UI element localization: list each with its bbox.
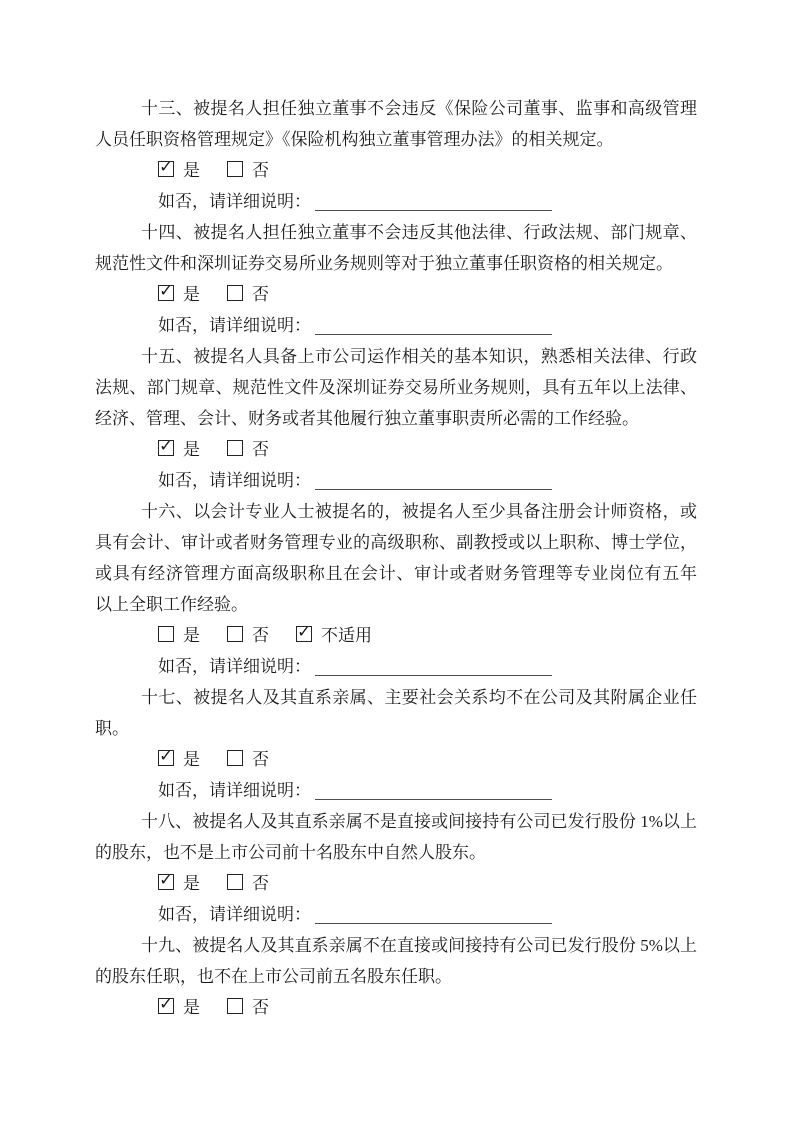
item-text-line: 的股东，也不是上市公司前十名股东中自然人股东。 xyxy=(95,843,486,862)
option-label: 否 xyxy=(252,285,269,304)
checkbox-checked[interactable] xyxy=(158,157,174,177)
option-label: 是 xyxy=(183,285,200,304)
explain-row xyxy=(95,775,697,806)
option xyxy=(227,744,269,775)
option-label: 否 xyxy=(252,750,269,769)
check-icon: ✓ xyxy=(297,622,311,641)
item-text-line: 经济、管理、会计、财务或者其他履行独立董事职责所必需的工作经验。 xyxy=(95,409,639,428)
explain-label: 如否，请详细说明： xyxy=(158,192,311,211)
item-text xyxy=(95,217,697,279)
explain-label: 如否，请详细说明： xyxy=(158,657,311,676)
explain-label: 如否，请详细说明： xyxy=(158,316,311,335)
option-label: 是 xyxy=(183,998,200,1017)
questionnaire-item xyxy=(95,682,697,806)
questionnaire-item xyxy=(95,806,697,930)
check-icon: ✓ xyxy=(159,157,173,176)
item-text xyxy=(95,682,697,744)
item-text-line: 十五、被提名人具备上市公司运作相关的基本知识，熟悉相关法律、行政 xyxy=(141,347,697,366)
item-text-line: 十七、被提名人及其直系亲属、主要社会关系均不在公司及其附属企业任 xyxy=(141,688,697,707)
checkbox-unchecked[interactable] xyxy=(227,285,243,301)
item-text-line: 职。 xyxy=(95,719,129,738)
option-label: 是 xyxy=(183,874,200,893)
checkbox-checked[interactable] xyxy=(158,281,174,301)
option xyxy=(158,155,200,186)
item-text-line: 以上全职工作经验。 xyxy=(95,595,248,614)
item-text xyxy=(95,806,697,868)
option-label: 否 xyxy=(252,626,269,645)
option-label: 否 xyxy=(252,440,269,459)
option-label: 不适用 xyxy=(321,626,372,645)
questionnaire-item xyxy=(95,93,697,217)
option xyxy=(296,620,372,651)
item-text-line: 的股东任职，也不在上市公司前五名股东任职。 xyxy=(95,967,452,986)
explain-label: 如否，请详细说明： xyxy=(158,781,311,800)
check-icon: ✓ xyxy=(159,281,173,300)
explain-blank-line[interactable] xyxy=(315,659,552,676)
item-text-line: 具有会计、审计或者财务管理专业的高级职称、副教授或以上职称、博士学位， xyxy=(95,533,697,552)
explain-blank-line[interactable] xyxy=(315,194,552,211)
option xyxy=(227,620,269,651)
explain-blank-line[interactable] xyxy=(315,318,552,335)
options-row xyxy=(95,620,697,651)
options-row xyxy=(95,279,697,310)
item-text-line: 十八、被提名人及其直系亲属不是直接或间接持有公司已发行股份 1%以上 xyxy=(141,812,697,831)
item-text xyxy=(95,93,697,155)
option xyxy=(158,868,200,899)
option xyxy=(227,279,269,310)
item-text-line: 十三、被提名人担任独立董事不会违反《保险公司董事、监事和高级管理 xyxy=(141,99,697,118)
option xyxy=(158,434,200,465)
options-row xyxy=(95,155,697,186)
option xyxy=(227,868,269,899)
explain-label: 如否，请详细说明： xyxy=(158,471,311,490)
option-label: 否 xyxy=(252,998,269,1017)
check-icon: ✓ xyxy=(159,436,173,455)
explain-blank-line[interactable] xyxy=(315,783,552,800)
option xyxy=(227,434,269,465)
item-text-line: 规范性文件和深圳证券交易所业务规则等对于独立董事任职资格的相关规定。 xyxy=(95,254,673,273)
checkbox-checked[interactable] xyxy=(158,746,174,766)
explain-blank-line[interactable] xyxy=(315,907,552,924)
explain-blank-line[interactable] xyxy=(315,473,552,490)
option xyxy=(158,620,200,651)
option-label: 是 xyxy=(183,750,200,769)
questionnaire-items xyxy=(95,93,697,1023)
checkbox-unchecked[interactable] xyxy=(227,626,243,642)
option-label: 是 xyxy=(183,161,200,180)
options-row xyxy=(95,992,697,1023)
option xyxy=(158,279,200,310)
explain-row xyxy=(95,651,697,682)
checkbox-checked[interactable] xyxy=(158,994,174,1014)
check-icon: ✓ xyxy=(159,994,173,1013)
item-text-line: 人员任职资格管理规定》《保险机构独立董事管理办法》的相关规定。 xyxy=(95,130,614,149)
explain-row xyxy=(95,465,697,496)
questionnaire-item xyxy=(95,341,697,496)
option-label: 否 xyxy=(252,874,269,893)
checkbox-unchecked[interactable] xyxy=(227,874,243,890)
item-text-line: 十六、以会计专业人士被提名的，被提名人至少具备注册会计师资格，或 xyxy=(141,502,697,521)
questionnaire-item xyxy=(95,217,697,341)
option-label: 是 xyxy=(183,440,200,459)
item-text-line: 十九、被提名人及其直系亲属不在直接或间接持有公司已发行股份 5%以上 xyxy=(141,936,697,955)
checkbox-unchecked[interactable] xyxy=(227,161,243,177)
explain-row xyxy=(95,186,697,217)
option-label: 是 xyxy=(183,626,200,645)
questionnaire-item xyxy=(95,930,697,1023)
item-text-line: 十四、被提名人担任独立董事不会违反其他法律、行政法规、部门规章、 xyxy=(141,223,697,242)
item-text xyxy=(95,496,697,620)
option xyxy=(158,992,200,1023)
item-text-line: 或具有经济管理方面高级职称且在会计、审计或者财务管理等专业岗位有五年 xyxy=(95,564,697,583)
item-text xyxy=(95,341,697,434)
check-icon: ✓ xyxy=(159,870,173,889)
option xyxy=(227,992,269,1023)
explain-row xyxy=(95,310,697,341)
explain-row xyxy=(95,899,697,930)
checkbox-checked[interactable] xyxy=(296,622,312,642)
explain-label: 如否，请详细说明： xyxy=(158,905,311,924)
checkbox-unchecked[interactable] xyxy=(158,626,174,642)
checkbox-unchecked[interactable] xyxy=(227,998,243,1014)
option xyxy=(158,744,200,775)
options-row xyxy=(95,868,697,899)
checkbox-unchecked[interactable] xyxy=(227,750,243,766)
item-text xyxy=(95,930,697,992)
option xyxy=(227,155,269,186)
options-row xyxy=(95,434,697,465)
item-text-line: 法规、部门规章、规范性文件及深圳证券交易所业务规则，具有五年以上法律、 xyxy=(95,378,697,397)
checkbox-checked[interactable] xyxy=(158,870,174,890)
check-icon: ✓ xyxy=(159,746,173,765)
option-label: 否 xyxy=(252,161,269,180)
options-row xyxy=(95,744,697,775)
questionnaire-item xyxy=(95,496,697,682)
checkbox-checked[interactable] xyxy=(158,436,174,456)
checkbox-unchecked[interactable] xyxy=(227,440,243,456)
